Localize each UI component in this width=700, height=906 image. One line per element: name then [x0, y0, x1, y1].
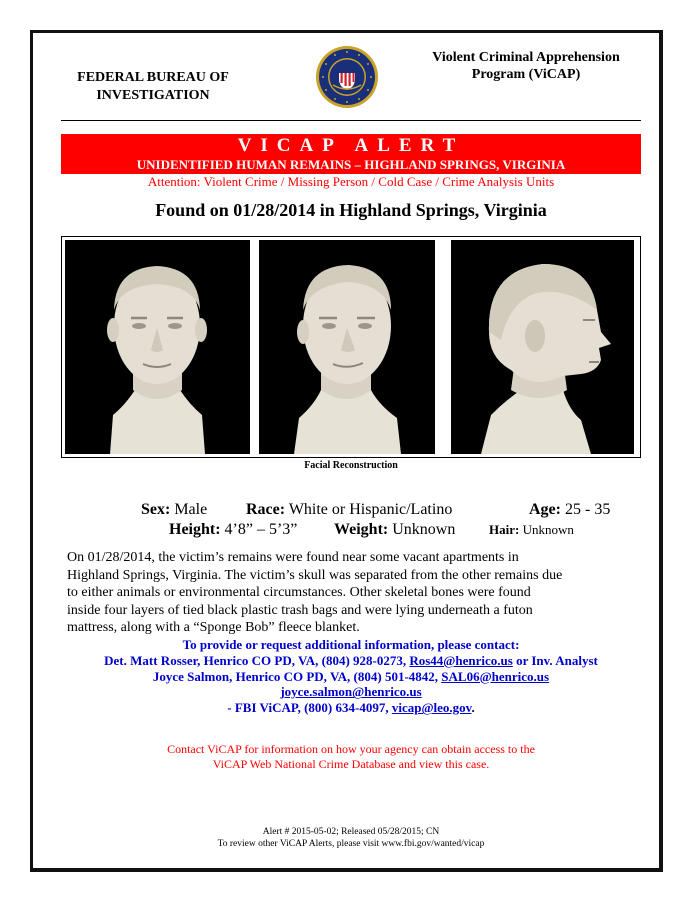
alert-number: Alert # 2015-05-02; Released 05/28/2015; CN	[262, 827, 440, 837]
alert-title: VICAP ALERT	[237, 135, 465, 156]
contact-block	[61, 637, 641, 716]
reconstruction-photo-angled	[259, 240, 435, 454]
narrative-line: mattress, along with a “Sponge Bob” fleece blanket.	[67, 620, 360, 635]
hair-value: Unknown	[522, 522, 574, 537]
weight-value: Unknown	[392, 521, 456, 538]
reconstruction-photo-profile	[451, 240, 634, 454]
access-notice	[61, 742, 641, 772]
attention-line: Attention: Violent Crime / Missing Person / Cold Case / Crime Analysis Units	[147, 174, 555, 189]
photo-caption: Facial Reconstruction	[304, 460, 398, 471]
race-value: White or Hispanic/Latino	[288, 501, 453, 518]
sex-label: Sex:	[141, 501, 171, 518]
narrative-line: Highland Springs, Virginia. The victim’s skull was separated from the other remains due	[67, 567, 563, 583]
hair-field	[489, 520, 574, 540]
footer	[61, 826, 641, 850]
narrative-line: to either animals or environmental circumstances. Other skeletal bones were found	[67, 585, 531, 600]
contact-line-4: - FBI ViCAP, (800) 634-4097, vicap@leo.gov.	[227, 700, 475, 716]
contact-heading: To provide or request additional information, please contact:	[182, 637, 520, 652]
alert-subtitle: UNIDENTIFIED HUMAN REMAINS – HIGHLAND SPRINGS, VIRGINIA	[136, 157, 566, 172]
review-link-text: To review other ViCAP Alerts, please visit www.fbi.gov/wanted/vicap	[217, 839, 485, 849]
email-link-sal06[interactable]: SAL06@henrico.us	[441, 668, 550, 684]
narrative-line: inside four layers of tied black plastic trash bags and were lying underneath a futon	[67, 602, 533, 618]
contact-line-3	[61, 684, 641, 700]
sex-value: Male	[174, 501, 208, 518]
access-line-2: ViCAP Web National Crime Database and view this case.	[212, 757, 490, 771]
access-line-1: Contact ViCAP for information on how your agency can obtain access to the	[167, 742, 535, 756]
program-name	[401, 49, 651, 83]
email-link-vicap[interactable]: vicap@leo.gov	[391, 700, 472, 716]
race-label: Race:	[246, 501, 286, 518]
page-border	[30, 30, 663, 872]
narrative-line: On 01/28/2014, the victim’s remains were found near some vacant apartments in	[67, 550, 519, 565]
agency-line-2: INVESTIGATION	[96, 88, 210, 103]
weight-field	[334, 520, 455, 540]
program-line-2: Program (ViCAP)	[471, 67, 581, 82]
height-label: Height:	[169, 521, 221, 538]
email-link-rosser[interactable]: Ros44@henrico.us	[409, 652, 513, 668]
age-field	[529, 500, 610, 520]
age-value: 25 - 35	[564, 501, 611, 518]
alert-banner	[61, 134, 641, 174]
height-field	[169, 520, 297, 540]
weight-label: Weight:	[334, 521, 389, 538]
hair-label: Hair:	[489, 522, 520, 537]
photo-panel	[61, 236, 641, 458]
contact-line-2: Joyce Salmon, Henrico CO PD, VA, (804) 501-4842, SAL06@henrico.us	[152, 668, 550, 684]
email-link-salmon[interactable]: joyce.salmon@henrico.us	[280, 684, 422, 700]
agency-name	[63, 69, 243, 105]
agency-line-1: FEDERAL BUREAU OF	[77, 70, 229, 85]
sex-field	[141, 500, 207, 520]
reconstruction-photo-front	[65, 240, 250, 454]
case-narrative	[67, 549, 635, 637]
fbi-seal-icon	[315, 45, 379, 109]
age-label: Age:	[529, 501, 561, 518]
contact-line-1: Det. Matt Rosser, Henrico CO PD, VA, (804) 928-0273, Ros44@henrico.us or Inv. Analyst	[104, 652, 598, 668]
program-line-1: Violent Criminal Apprehension	[432, 50, 620, 65]
header-divider	[61, 120, 641, 121]
found-heading: Found on 01/28/2014 in Highland Springs, Virginia	[155, 200, 547, 220]
height-value: 4’8” – 5’3”	[224, 521, 298, 538]
race-field	[246, 500, 452, 520]
